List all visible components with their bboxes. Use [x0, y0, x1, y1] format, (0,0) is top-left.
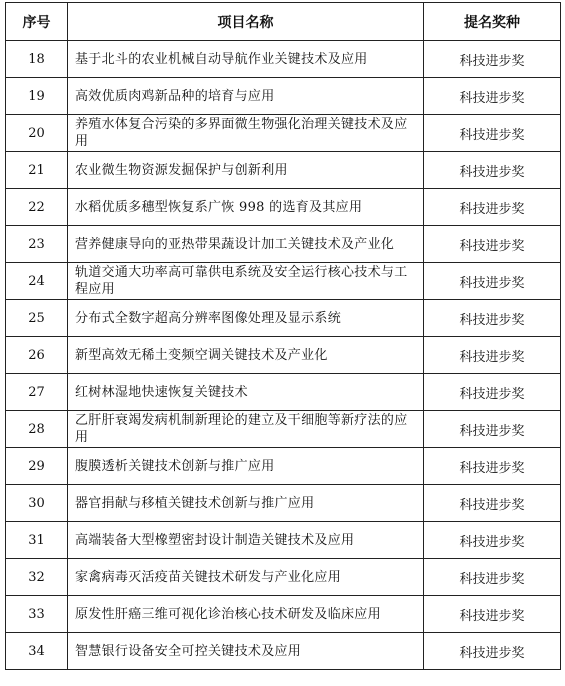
row-project-name: 分布式全数字超高分辨率图像处理及显示系统: [68, 300, 424, 337]
row-award-type: 科技进步奖: [424, 41, 561, 78]
row-index: 30: [6, 485, 68, 522]
table-row: [6, 411, 561, 448]
table-row: [6, 226, 561, 263]
table-row: [6, 485, 561, 522]
row-index: 18: [6, 41, 68, 78]
table-row: [6, 152, 561, 189]
row-index: 21: [6, 152, 68, 189]
row-award-type: 科技进步奖: [424, 485, 561, 522]
row-award-type: 科技进步奖: [424, 78, 561, 115]
row-award-type: 科技进步奖: [424, 337, 561, 374]
row-index: 22: [6, 189, 68, 226]
row-award-type: 科技进步奖: [424, 522, 561, 559]
row-project-name: 智慧银行设备安全可控关键技术及应用: [68, 633, 424, 670]
table-row: [6, 559, 561, 596]
row-project-name: 水稻优质多穗型恢复系广恢 998 的选育及其应用: [68, 189, 424, 226]
row-index: 27: [6, 374, 68, 411]
row-index: 29: [6, 448, 68, 485]
row-project-name: 乙肝肝衰竭发病机制新理论的建立及干细胞等新疗法的应用: [68, 411, 424, 448]
row-project-name: 高端装备大型橡塑密封设计制造关键技术及应用: [68, 522, 424, 559]
row-index: 20: [6, 115, 68, 152]
row-award-type: 科技进步奖: [424, 115, 561, 152]
header-project-name: 项目名称: [68, 3, 424, 41]
row-index: 28: [6, 411, 68, 448]
row-project-name: 家禽病毒灭活疫苗关键技术研发与产业化应用: [68, 559, 424, 596]
header-award-type: 提名奖种: [424, 3, 561, 41]
row-project-name: 轨道交通大功率高可靠供电系统及安全运行核心技术与工程应用: [68, 263, 424, 300]
row-project-name: 高效优质肉鸡新品种的培育与应用: [68, 78, 424, 115]
row-award-type: 科技进步奖: [424, 189, 561, 226]
row-index: 33: [6, 596, 68, 633]
row-index: 19: [6, 78, 68, 115]
row-index: 26: [6, 337, 68, 374]
row-index: 25: [6, 300, 68, 337]
row-project-name: 腹膜透析关键技术创新与推广应用: [68, 448, 424, 485]
row-award-type: 科技进步奖: [424, 448, 561, 485]
table-row: [6, 374, 561, 411]
table-row: [6, 596, 561, 633]
table-header-row: [6, 3, 561, 41]
row-project-name: 营养健康导向的亚热带果蔬设计加工关键技术及产业化: [68, 226, 424, 263]
header-index: 序号: [6, 3, 68, 41]
row-project-name: 农业微生物资源发掘保护与创新利用: [68, 152, 424, 189]
row-project-name: 原发性肝癌三维可视化诊治核心技术研发及临床应用: [68, 596, 424, 633]
table-row: [6, 189, 561, 226]
row-index: 23: [6, 226, 68, 263]
row-index: 32: [6, 559, 68, 596]
table-row: [6, 263, 561, 300]
row-award-type: 科技进步奖: [424, 152, 561, 189]
table-row: [6, 78, 561, 115]
row-index: 24: [6, 263, 68, 300]
row-award-type: 科技进步奖: [424, 300, 561, 337]
row-award-type: 科技进步奖: [424, 226, 561, 263]
table-row: [6, 448, 561, 485]
table-row: [6, 522, 561, 559]
row-project-name: 养殖水体复合污染的多界面微生物强化治理关键技术及应用: [68, 115, 424, 152]
table-row: [6, 633, 561, 670]
row-project-name: 基于北斗的农业机械自动导航作业关键技术及应用: [68, 41, 424, 78]
row-award-type: 科技进步奖: [424, 559, 561, 596]
table-row: [6, 337, 561, 374]
row-award-type: 科技进步奖: [424, 374, 561, 411]
row-award-type: 科技进步奖: [424, 263, 561, 300]
table-row: [6, 300, 561, 337]
table-row: [6, 115, 561, 152]
row-project-name: 新型高效无稀土变频空调关键技术及产业化: [68, 337, 424, 374]
row-project-name: 红树林湿地快速恢复关键技术: [68, 374, 424, 411]
nomination-table: [5, 2, 561, 670]
row-award-type: 科技进步奖: [424, 411, 561, 448]
row-award-type: 科技进步奖: [424, 596, 561, 633]
row-index: 34: [6, 633, 68, 670]
row-project-name: 器官捐献与移植关键技术创新与推广应用: [68, 485, 424, 522]
row-award-type: 科技进步奖: [424, 633, 561, 670]
table-row: [6, 41, 561, 78]
row-index: 31: [6, 522, 68, 559]
